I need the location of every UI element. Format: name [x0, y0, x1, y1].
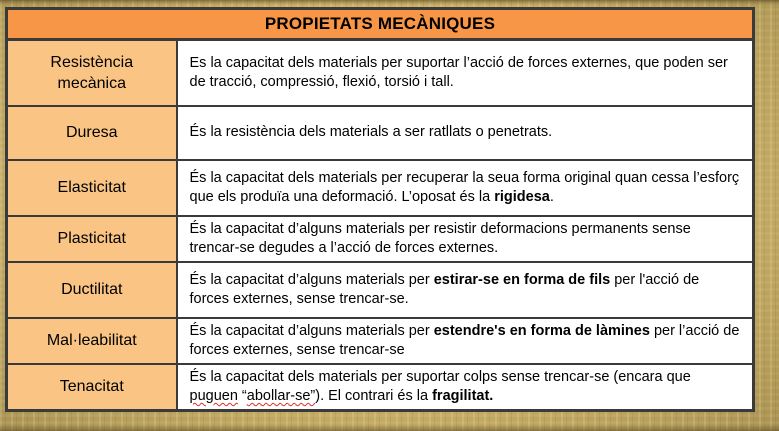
header-row [7, 9, 754, 40]
property-description: És la capacitat d’alguns materials per estendre's en forma de làmines per l’acció de forces externes, sense trencar-se [177, 318, 754, 364]
property-name: Ductilitat [7, 262, 177, 318]
properties-table [5, 7, 755, 412]
table-row [7, 160, 754, 216]
property-name: Resistència mecànica [7, 40, 177, 106]
table-row [7, 318, 754, 364]
property-description: És la capacitat d’alguns materials per resistir deformacions permanents sense trencar-se degudes a l’acció de forces externes. [177, 216, 754, 262]
property-description: Es la capacitat dels materials per suportar l’acció de forces externes, que poden ser de tracció, compressió, flexió, torsió i tall. [177, 40, 754, 106]
property-description: És la resistència dels materials a ser ratllats o penetrats. [177, 106, 754, 160]
property-name: Elasticitat [7, 160, 177, 216]
table-row [7, 216, 754, 262]
property-description: És la capacitat dels materials per recuperar la seua forma original quan cessa l’esforç que els produïa una deformació. L’oposat és la rigidesa. [177, 160, 754, 216]
table-row [7, 364, 754, 411]
table-title: PROPIETATS MECÀNIQUES [7, 9, 754, 40]
property-description: És la capacitat dels materials per suportar colps sense trencar-se (encara que puguen “abollar-se”). El contrari és la fragilitat. [177, 364, 754, 411]
property-description: És la capacitat d’alguns materials per estirar-se en forma de fils per l'acció de forces externes, sense trencar-se. [177, 262, 754, 318]
table-row [7, 40, 754, 106]
property-name: Plasticitat [7, 216, 177, 262]
table-row [7, 262, 754, 318]
property-name: Mal·leabilitat [7, 318, 177, 364]
table-row [7, 106, 754, 160]
property-name: Tenacitat [7, 364, 177, 411]
property-name: Duresa [7, 106, 177, 160]
table-body [7, 40, 754, 411]
